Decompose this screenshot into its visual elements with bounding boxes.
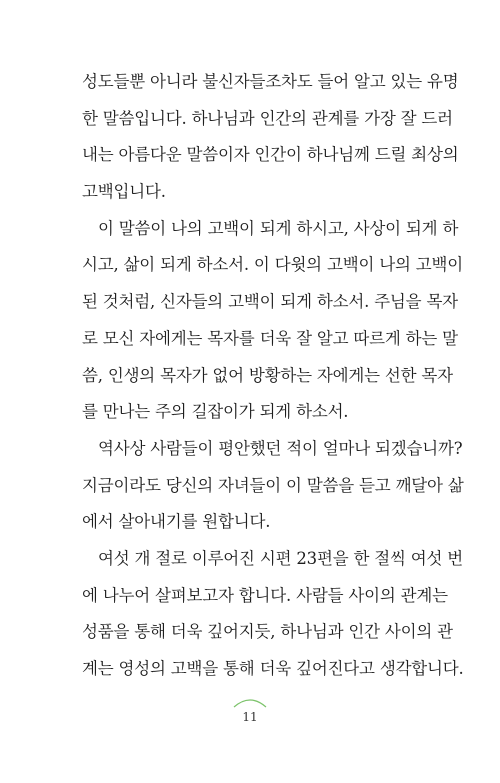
text-line: 씀, 인생의 목자가 없어 방황하는 자에게는 선한 목자 <box>82 365 453 385</box>
text-line: 이 말씀이 나의 고백이 되게 하시고, 사상이 되게 하 <box>98 218 459 238</box>
paragraph-1 <box>82 64 459 211</box>
page-arc-ornament-icon <box>232 696 268 708</box>
text-line: 지금이라도 당신의 자녀들이 이 말씀을 듣고 깨달아 삶 <box>82 475 464 495</box>
body-text <box>82 64 464 688</box>
text-line: 역사상 사람들이 평안했던 적이 얼마나 되겠습니까? <box>98 438 463 458</box>
page-number: 11 <box>242 710 258 724</box>
text-line: 된 것처럼, 신자들의 고백이 되게 하소서. 주님을 목자 <box>82 292 458 312</box>
text-line: 에서 살아내기를 원합니다. <box>82 512 271 532</box>
text-line: 계는 영성의 고백을 통해 더욱 깊어진다고 생각합니다. <box>82 659 464 678</box>
paragraph-4 <box>82 541 464 688</box>
text-line: 고백입니다. <box>82 182 166 202</box>
text-line: 내는 아름다운 말씀이자 인간이 하나님께 드릴 최상의 <box>82 145 459 165</box>
text-line: 여섯 개 절로 이루어진 시편 23편을 한 절씩 여섯 번 <box>98 548 464 568</box>
paragraph-2 <box>82 211 463 431</box>
text-line: 한 말씀입니다. 하나님과 인간의 관계를 가장 잘 드러 <box>82 108 453 128</box>
text-line: 성도들뿐 아니라 불신자들조차도 들어 알고 있는 유명 <box>82 72 459 91</box>
text-line: 에 나누어 살펴보고자 합니다. 사람들 사이의 관계는 <box>82 585 448 605</box>
paragraph-3 <box>82 431 464 541</box>
text-line: 를 만나는 주의 길잡이가 되게 하소서. <box>82 402 349 422</box>
text-line: 성품을 통해 더욱 깊어지듯, 하나님과 인간 사이의 관 <box>82 622 453 642</box>
page-footer <box>0 696 500 724</box>
text-line: 로 모신 자에게는 목자를 더욱 잘 알고 따르게 하는 말 <box>82 328 458 348</box>
text-line: 시고, 삶이 되게 하소서. 이 다윗의 고백이 나의 고백이 <box>82 255 463 275</box>
